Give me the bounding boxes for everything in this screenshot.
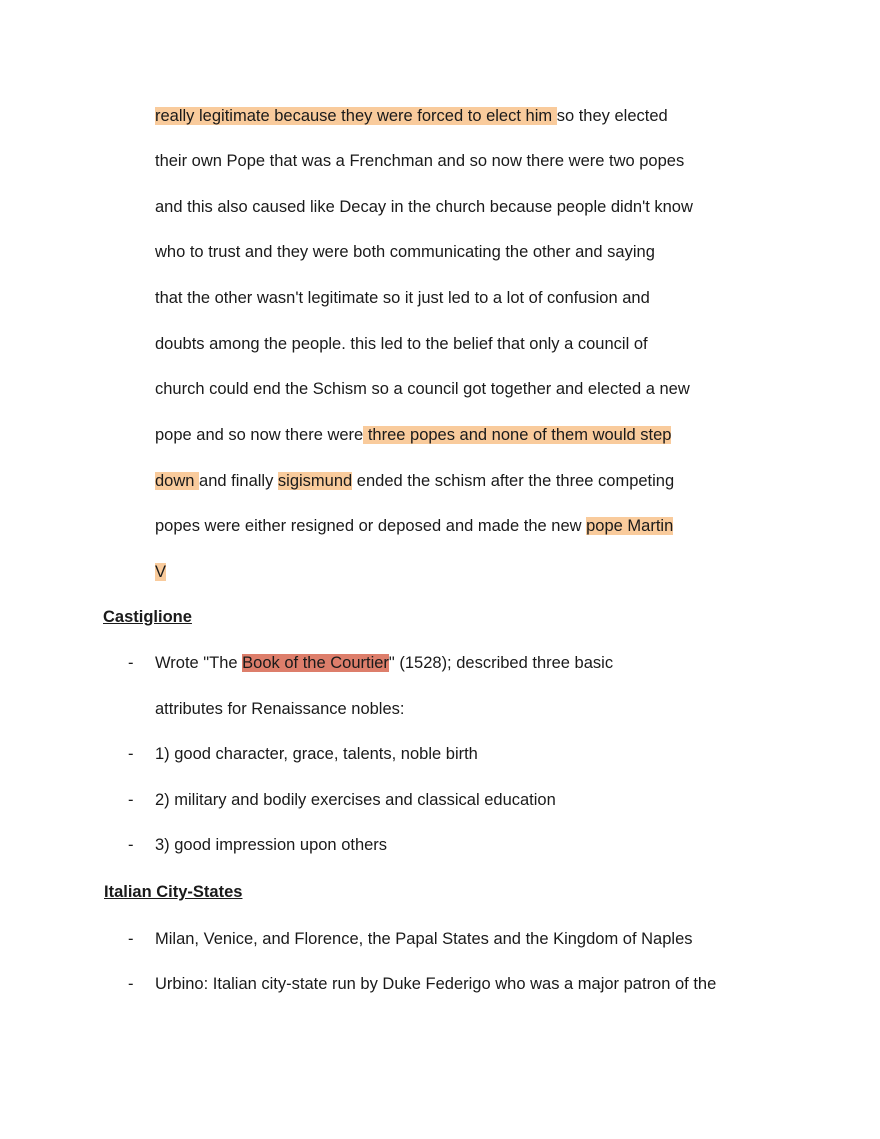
- highlighted-text: sigismund: [277, 472, 353, 490]
- list-item: [155, 652, 613, 674]
- bullet-dash: -: [128, 791, 134, 809]
- text-span: : Italian city-state run by Duke Federigo who was a major patron of the: [203, 975, 717, 993]
- paragraph-line: doubts among the people. this led to the belief that only a council of: [155, 335, 648, 353]
- highlighted-text: V: [155, 563, 167, 581]
- paragraph-line: and this also caused like Decay in the church because people didn't know: [155, 198, 693, 216]
- highlighted-text: really legitimate because they were forced to elect him: [155, 107, 557, 125]
- paragraph-line: church could end the Schism so a council got together and elected a new: [155, 380, 690, 398]
- highlighted-text: three popes and none of them would step: [363, 426, 672, 444]
- paragraph-line: [155, 515, 673, 537]
- bullet-dash: -: [128, 975, 134, 993]
- paragraph-line: [155, 105, 668, 127]
- highlighted-text: down: [155, 472, 200, 490]
- text-span: pope and so now there were: [155, 426, 364, 444]
- paragraph-line: that the other wasn't legitimate so it just led to a lot of confusion and: [155, 289, 650, 307]
- paragraph-line: who to trust and they were both communicating the other and saying: [155, 243, 655, 261]
- text-span: Wrote "The: [155, 654, 243, 672]
- text-span: and finally: [199, 472, 278, 490]
- paragraph-line: their own Pope that was a Frenchman and so now there were two popes: [155, 152, 685, 170]
- highlighted-text: Book of the Courtier: [242, 654, 389, 672]
- section-heading-city-states: Italian City-States: [104, 883, 243, 901]
- bullet-dash: -: [128, 930, 134, 948]
- text-span: popes were either resigned or deposed and made the new: [155, 517, 587, 535]
- text-span: " (1528); described three basic: [388, 654, 614, 672]
- list-item: 2) military and bodily exercises and classical education: [155, 791, 556, 809]
- list-item: 1) good character, grace, talents, noble birth: [155, 745, 478, 763]
- paragraph-line: [155, 424, 671, 446]
- section-heading-castiglione: Castiglione: [103, 608, 192, 626]
- bullet-dash: -: [128, 836, 134, 854]
- text-span: so they elected: [556, 107, 668, 125]
- paragraph-line: [155, 561, 166, 583]
- list-item: [155, 973, 716, 995]
- bullet-dash: -: [128, 654, 134, 672]
- paragraph-line: [155, 470, 674, 492]
- term-text: Urbino: [155, 975, 204, 993]
- list-item: 3) good impression upon others: [155, 836, 388, 854]
- list-item: Milan, Venice, and Florence, the Papal States and the Kingdom of Naples: [155, 930, 693, 948]
- bullet-dash: -: [128, 745, 134, 763]
- text-span: ended the schism after the three competing: [352, 472, 675, 490]
- highlighted-text: pope Martin: [586, 517, 674, 535]
- list-item-continuation: attributes for Renaissance nobles:: [155, 700, 405, 718]
